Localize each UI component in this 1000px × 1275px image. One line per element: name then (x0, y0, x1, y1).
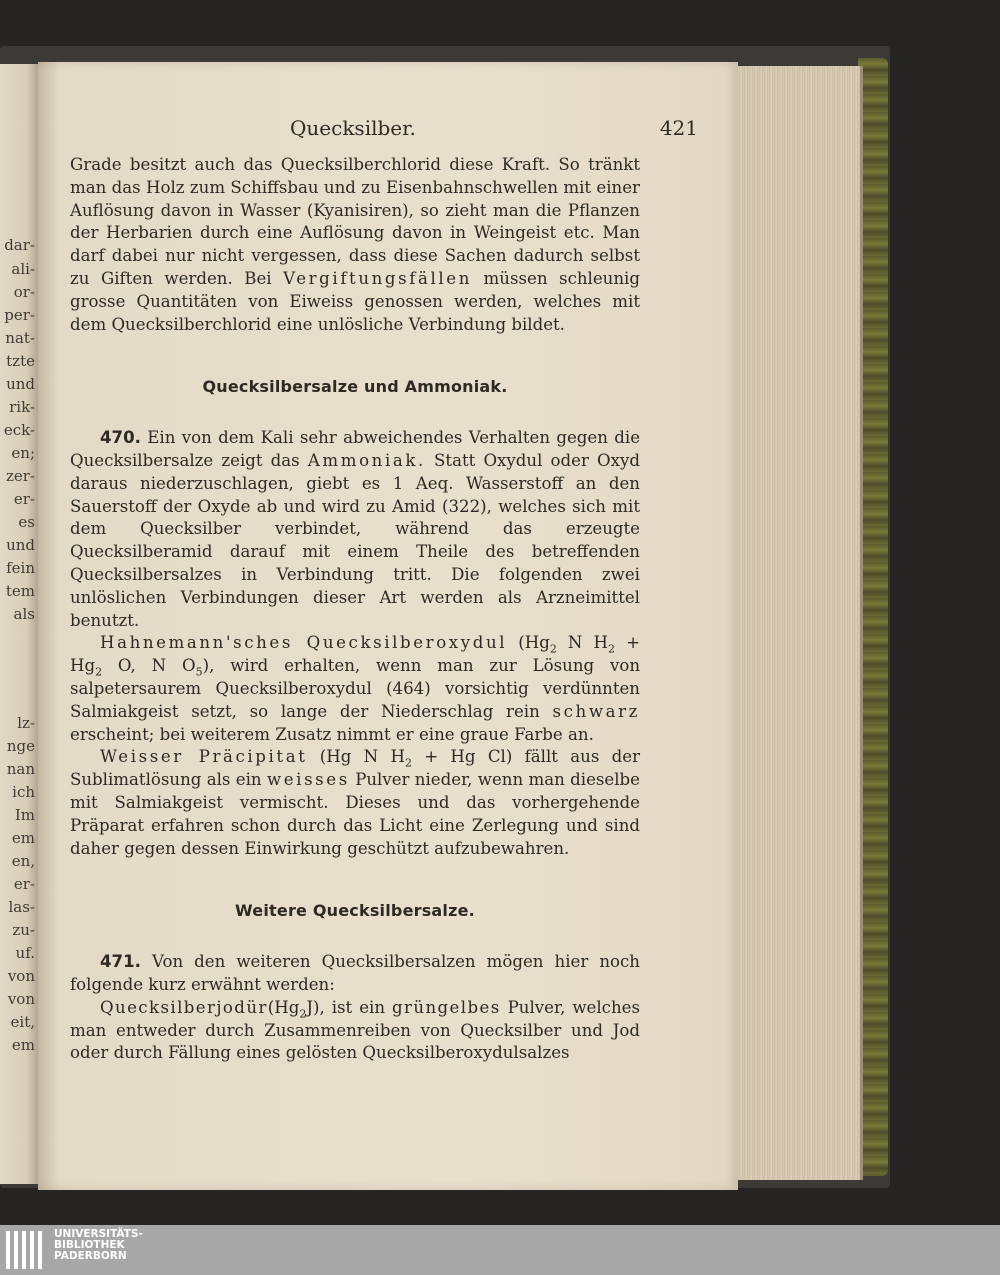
left-page-fragment: en; (11, 444, 35, 462)
left-page-fragment: eck- (3, 421, 35, 439)
left-page-fragment: per- (4, 306, 35, 324)
text-run: fällt aus der Sublimatlösung als ein (70, 747, 641, 790)
left-page-fragment: ali- (11, 260, 35, 278)
left-page-fragment: en, (11, 852, 35, 870)
emphasis-term: weisses (266, 770, 350, 790)
left-page-fragment: eit, (10, 1013, 35, 1031)
left-page-fragment: als (13, 605, 35, 623)
left-page-fragment: er- (13, 875, 35, 893)
left-page-fragment: es (18, 513, 35, 531)
left-page-fragment: zu- (12, 921, 35, 939)
text-run: Von den weiteren Quecksilbersalzen mögen hier noch folgende kurz erwähnt werden: (70, 952, 640, 994)
left-page-fragment: er- (13, 490, 35, 508)
section-heading: Weitere Quecksilbersalze. (235, 901, 475, 921)
library-name-line: UNIVERSITÄTS- (54, 1228, 143, 1240)
text-run: ist ein (331, 997, 386, 1017)
page-body (70, 154, 640, 1065)
section-heading: Quecksilbersalze und Ammoniak. (202, 377, 508, 397)
emphasis-term: Quecksilberjodür (100, 997, 268, 1017)
emphasis-term: Weisser Präcipitat (100, 747, 308, 767)
paragraph-number: 470. (100, 428, 141, 448)
text-run: erscheint; bei weiterem Zusatz nimmt er eine graue Farbe an. (70, 724, 594, 744)
left-page-fragment: von (7, 967, 35, 985)
book-page (38, 62, 738, 1190)
paragraph-hahnemann (70, 632, 640, 746)
library-footer (0, 1225, 1000, 1275)
left-page-fragment: em (11, 1036, 35, 1054)
left-page-fragment: zer- (5, 467, 35, 485)
paragraph-number: 471. (100, 952, 141, 972)
library-name-line: BIBLIOTHEK (54, 1239, 125, 1251)
running-head (38, 116, 698, 146)
left-page-fragment: ich (12, 783, 35, 801)
library-name-line: PADERBORN (54, 1250, 127, 1262)
left-page-fragment: dar- (4, 236, 35, 254)
text-run: Statt Oxydul oder Oxyd daraus niederzuschlagen, giebt es 1 Aeq. Wasserstoff an den Sauerstoff der Oxyde ab und wird zu Amid (322), welches sich mit dem Quecksilber verbindet, während das erzeugte Quecksilberamid darauf mit einem Theile des betreffenden Quecksilbersalzes in Verbindung tritt. Die folgenden zwei unlöslichen Verbindungen dieser Art werden als Arzneimittel benutzt. (70, 450, 640, 630)
emphasis-term: schwarz (552, 701, 640, 721)
left-page-fragment: nan (6, 760, 35, 778)
left-page-fragment: uf. (15, 944, 35, 962)
left-page-fragment: lz- (17, 714, 35, 732)
left-page-fragment: Im (14, 806, 35, 824)
text-run: Pulver, welches man entweder durch Zusammenreiben von Quecksilber und Jod oder durch Fällung eines gelösten Quecksilberoxydulsalzes (70, 997, 640, 1063)
text-run: wird erhalten, wenn man zur Lösung von salpetersaurem Quecksilberoxydul (464) vorsichtig verdünnten Salmiakgeist setzt, so lange der Niederschlag rein (70, 656, 641, 721)
left-page-fragment: or- (13, 283, 35, 301)
left-page-fragment: tem (5, 582, 35, 600)
library-logo-icon (6, 1231, 46, 1269)
left-page-fragment: nat- (5, 329, 35, 347)
left-page-fragment: em (11, 829, 35, 847)
emphasis-term: Ammoniak. (307, 450, 426, 470)
page-number: 421 (659, 116, 698, 140)
chemical-formula: ($Hg_2$ N $H_2 + Hg_2$ O, N $O_5$), (70, 633, 640, 679)
paragraph-470 (70, 427, 640, 632)
left-page (0, 64, 38, 1184)
text-run: Ein von dem Kali sehr abweichendes Verhalten gegen die Quecksilbersalze zeigt das (70, 428, 641, 470)
chemical-formula: $(Hg_2J)$, (267, 997, 325, 1021)
left-page-fragment: rik- (9, 398, 35, 416)
left-page-fragment: von (7, 990, 35, 1008)
paragraph-471 (70, 951, 640, 997)
emphasis-term: Vergiftungsfällen (283, 268, 472, 288)
library-name (54, 1229, 143, 1262)
left-page-fragment: und (6, 536, 35, 554)
text-run: müssen schleunig grosse Quantitäten von Eiweiss genossen werden, welches mit dem Quecksilberchlorid eine unlösliche Verbindung bildet. (70, 268, 640, 334)
paragraph-jodur (70, 997, 640, 1065)
page-title: Quecksilber. (290, 116, 416, 140)
left-page-fragment: nge (6, 737, 35, 755)
text-run: Pulver nieder, wenn man dieselbe mit Salmiakgeist vermischt. Dieses und das vorhergehende Präparat erfahren schon durch das Licht eine Zerlegung und sind daher gegen dessen Einwirkung geschützt aufzubewahren. (70, 770, 640, 858)
paragraph-weisser-praecipitat (70, 746, 640, 860)
left-page-fragment: und (6, 375, 35, 393)
page-edges (738, 66, 863, 1180)
chemical-formula: (Hg N $H_2 + Hg$ Cl) (319, 747, 513, 770)
text-run: Grade besitzt auch das Quecksilberchlorid diese Kraft. So tränkt man das Holz zum Schiffsbau und zu Eisenbahnschwellen mit einer Auflösung davon in Wasser (Kyanisiren), so zieht man die Pflanzen der Herbarien durch eine Auflösung davon in Weingeist etc. Man darf dabei nur nicht vergessen, dass diese Sachen dadurch selbst zu Giften werden. Bei (70, 155, 640, 288)
emphasis-term: grüngelbes (392, 997, 501, 1017)
emphasis-term: Hahnemann'sches Quecksilberoxydul (100, 633, 508, 653)
intro-paragraph (70, 154, 640, 336)
left-page-fragment: fein (6, 559, 35, 577)
left-page-fragment: las- (8, 898, 35, 916)
left-page-fragment: tzte (6, 352, 35, 370)
